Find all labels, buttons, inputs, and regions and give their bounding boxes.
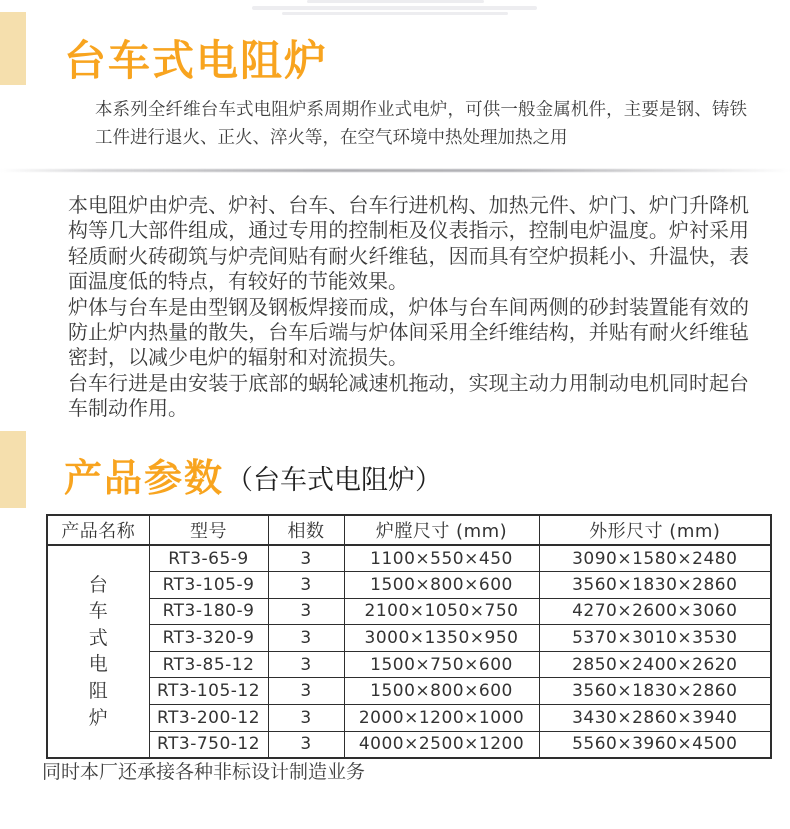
table-row — [47, 705, 771, 732]
model-cell: RT3-85-12 — [149, 651, 268, 678]
overall-size-cell: 5560×3960×4500 — [539, 731, 771, 758]
table-header-row — [47, 515, 771, 545]
description-paragraph: 炉体与台车是由型钢及钢板焊接而成，炉体与台车间两侧的砂封装置能有效的防止炉内热量的散失，台车后端与炉体间采用全纤维结构，并贴有耐火纤维毡密封，以减少电炉的辐射和对流损失。 — [68, 294, 749, 370]
overall-size-cell: 3090×1580×2480 — [539, 545, 771, 572]
overall-size-cell: 3560×1830×2860 — [539, 678, 771, 705]
model-cell: RT3-750-12 — [149, 731, 268, 758]
header-phase-count: 相数 — [268, 515, 344, 545]
intro-paragraph: 本系列全纤维台车式电阻炉系周期作业式电炉，可供一般金属机件，主要是钢、铸铁工件进行退火、正火、淬火等，在空气环境中热处理加热之用 — [95, 100, 747, 148]
hearth-size-cell: 2000×1200×1000 — [344, 705, 539, 732]
hearth-size-cell: 1500×800×600 — [344, 572, 539, 599]
product-name-char: 台 — [88, 573, 108, 596]
phase-cell: 3 — [268, 625, 344, 652]
header-hearth-size: 炉膛尺寸 (mm) — [344, 515, 539, 545]
header-overall-size: 外形尺寸 (mm) — [539, 515, 771, 545]
phase-cell: 3 — [268, 572, 344, 599]
params-heading — [64, 447, 442, 502]
truncated-text-fragment — [252, 6, 537, 10]
model-cell: RT3-105-9 — [149, 572, 268, 599]
hearth-size-cell: 1100×550×450 — [344, 545, 539, 572]
header-model: 型号 — [149, 515, 268, 545]
table-row — [47, 678, 771, 705]
product-name-char: 车 — [88, 600, 108, 623]
overall-size-cell: 2850×2400×2620 — [539, 651, 771, 678]
product-description — [68, 193, 749, 422]
table-row — [47, 545, 771, 572]
hearth-size-cell: 4000×2500×1200 — [344, 731, 539, 758]
overall-size-cell: 3560×1830×2860 — [539, 572, 771, 599]
table-row — [47, 731, 771, 758]
description-paragraph: 台车行进是由安装于底部的蜗轮减速机拖动，实现主动力用制动电机同时起台车制动作用。 — [68, 370, 749, 421]
params-subtitle: （台车式电阻炉） — [226, 465, 443, 496]
title-accent-block — [0, 12, 26, 85]
overall-size-cell: 5370×3010×3530 — [539, 625, 771, 652]
overall-size-cell: 3430×2860×3940 — [539, 705, 771, 732]
header-product-name: 产品名称 — [47, 515, 149, 545]
phase-cell: 3 — [268, 545, 344, 572]
model-cell: RT3-320-9 — [149, 625, 268, 652]
truncated-text-fragment — [282, 12, 508, 15]
product-name-char: 电 — [88, 653, 108, 676]
footer-note: 同时本厂还承接各种非标设计制造业务 — [42, 761, 366, 783]
phase-cell: 3 — [268, 651, 344, 678]
truncated-text-fragment — [307, 0, 484, 3]
product-name-char: 式 — [88, 626, 108, 649]
table-row — [47, 598, 771, 625]
params-title: 产品参数 — [64, 456, 225, 500]
product-name-vertical — [48, 546, 149, 757]
page-title: 台车式电阻炉 — [64, 36, 329, 85]
phase-cell: 3 — [268, 598, 344, 625]
description-paragraph: 本电阻炉由炉壳、炉衬、台车、台车行进机构、加热元件、炉门、炉门升降机构等几大部件组成，通过专用的控制柜及仪表指示，控制电炉温度。炉衬采用轻质耐火砖砌筑与炉壳间贴有耐火纤维毡，因而具有空炉损耗小、升温快，表面温度低的特点，有较好的节能效果。 — [68, 193, 749, 294]
hearth-size-cell: 1500×800×600 — [344, 678, 539, 705]
table-body — [47, 545, 771, 758]
table-row — [47, 651, 771, 678]
section-divider — [0, 169, 790, 172]
model-cell: RT3-180-9 — [149, 598, 268, 625]
model-cell: RT3-65-9 — [149, 545, 268, 572]
phase-cell: 3 — [268, 731, 344, 758]
params-accent-block — [0, 431, 26, 508]
table-row — [47, 625, 771, 652]
spec-table — [46, 514, 772, 759]
phase-cell: 3 — [268, 705, 344, 732]
model-cell: RT3-200-12 — [149, 705, 268, 732]
overall-size-cell: 4270×2600×3060 — [539, 598, 771, 625]
table-row — [47, 572, 771, 599]
hearth-size-cell: 1500×750×600 — [344, 651, 539, 678]
product-name-char: 炉 — [88, 706, 108, 729]
product-name-char: 阻 — [88, 679, 108, 702]
product-name-cell — [47, 545, 149, 758]
hearth-size-cell: 3000×1350×950 — [344, 625, 539, 652]
hearth-size-cell: 2100×1050×750 — [344, 598, 539, 625]
model-cell: RT3-105-12 — [149, 678, 268, 705]
phase-cell: 3 — [268, 678, 344, 705]
